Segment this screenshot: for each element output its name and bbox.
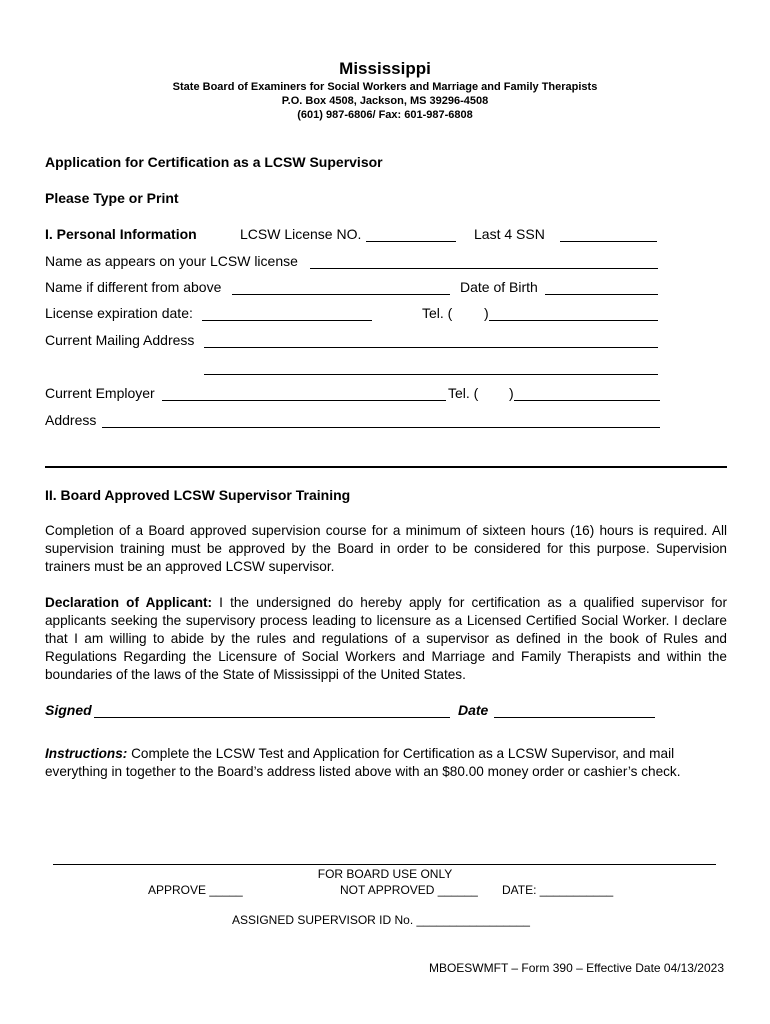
section1-heading: I. Personal Information bbox=[45, 226, 197, 242]
tel-label: Tel. ( bbox=[422, 305, 453, 321]
date-label: Date bbox=[458, 702, 489, 718]
board-use-title: FOR BOARD USE ONLY bbox=[317, 867, 453, 881]
section-divider bbox=[45, 466, 727, 468]
date-field[interactable] bbox=[494, 717, 655, 718]
form-id-footer: MBOESWMFT – Form 390 – Effective Date 04/13/2023 bbox=[428, 961, 724, 975]
ssn-label: Last 4 SSN bbox=[474, 226, 545, 242]
dob-label: Date of Birth bbox=[460, 279, 538, 295]
name-field[interactable] bbox=[310, 268, 658, 269]
declaration-label: Declaration of Applicant: bbox=[45, 595, 213, 610]
not-approved-field[interactable]: NOT APPROVED ______ bbox=[340, 883, 478, 897]
employer-tel-close-paren: ) bbox=[509, 385, 514, 401]
address-field[interactable] bbox=[102, 427, 660, 428]
expiration-label: License expiration date: bbox=[45, 305, 193, 321]
name-label: Name as appears on your LCSW license bbox=[45, 253, 298, 269]
tel-field[interactable] bbox=[489, 320, 658, 321]
employer-tel-label: Tel. ( bbox=[448, 385, 479, 401]
training-paragraph: Completion of a Board approved supervision course for a minimum of sixteen hours (16) hours is required. All supervision training must be approved by the Board in order to be considered for this purpose. Supervision trainers must be an approved LCSW supervisor. bbox=[45, 523, 727, 574]
ssn-field[interactable] bbox=[560, 241, 657, 242]
employer-field[interactable] bbox=[162, 400, 446, 401]
mailing-field-line1[interactable] bbox=[204, 347, 658, 348]
dob-field[interactable] bbox=[545, 294, 658, 295]
declaration-text: I the undersigned do hereby apply for certification as a qualified supervisor for applicants seeking the supervisory process leading to licensure as a Licensed Certified Social Worker. I declare that I am willing to abide by the rules and regulations of a supervisor as defined in the book of Rules and Regulations Regarding the Licensure of Social Workers and Marriage and Family Therapists and within the boundaries of the laws of the State of Mississippi of the United States. bbox=[45, 595, 727, 682]
address-label: Address bbox=[45, 412, 97, 428]
assigned-supervisor-id[interactable]: ASSIGNED SUPERVISOR ID No. _________________ bbox=[232, 913, 530, 927]
mailing-label: Current Mailing Address bbox=[45, 332, 195, 348]
license-no-label: LCSW License NO. bbox=[240, 226, 362, 242]
form-title: Application for Certification as a LCSW Supervisor bbox=[45, 154, 383, 170]
instructions-text: Complete the LCSW Test and Application for Certification as a LCSW Supervisor, and mail everything in together to the Board’s address listed above with an $80.00 money order or cashier’s check. bbox=[45, 746, 681, 779]
board-address: P.O. Box 4508, Jackson, MS 39296-4508 bbox=[281, 95, 489, 107]
section2-heading: II. Board Approved LCSW Supervisor Training bbox=[45, 487, 351, 503]
employer-tel-field[interactable] bbox=[514, 400, 660, 401]
board-use-divider bbox=[53, 864, 716, 865]
board-date-field[interactable]: DATE: ___________ bbox=[502, 883, 614, 897]
state-title: Mississippi bbox=[339, 59, 431, 78]
expiration-field[interactable] bbox=[202, 320, 372, 321]
declaration-paragraph bbox=[45, 594, 727, 684]
instructions-paragraph bbox=[45, 745, 727, 781]
mailing-field-line2[interactable] bbox=[204, 374, 658, 375]
board-phone: (601) 987-6806/ Fax: 601-987-6808 bbox=[297, 109, 473, 121]
instructions-label: Instructions: bbox=[45, 746, 128, 761]
employer-label: Current Employer bbox=[45, 385, 155, 401]
signature-field[interactable] bbox=[94, 717, 450, 718]
approve-field[interactable]: APPROVE _____ bbox=[148, 883, 243, 897]
signed-label: Signed bbox=[45, 702, 92, 718]
license-no-field[interactable] bbox=[366, 241, 456, 242]
tel-close-paren: ) bbox=[484, 305, 489, 321]
alt-name-label: Name if different from above bbox=[45, 279, 222, 295]
form-instruction: Please Type or Print bbox=[45, 190, 179, 206]
board-name: State Board of Examiners for Social Workers and Marriage and Family Therapists bbox=[172, 81, 598, 93]
alt-name-field[interactable] bbox=[232, 294, 450, 295]
